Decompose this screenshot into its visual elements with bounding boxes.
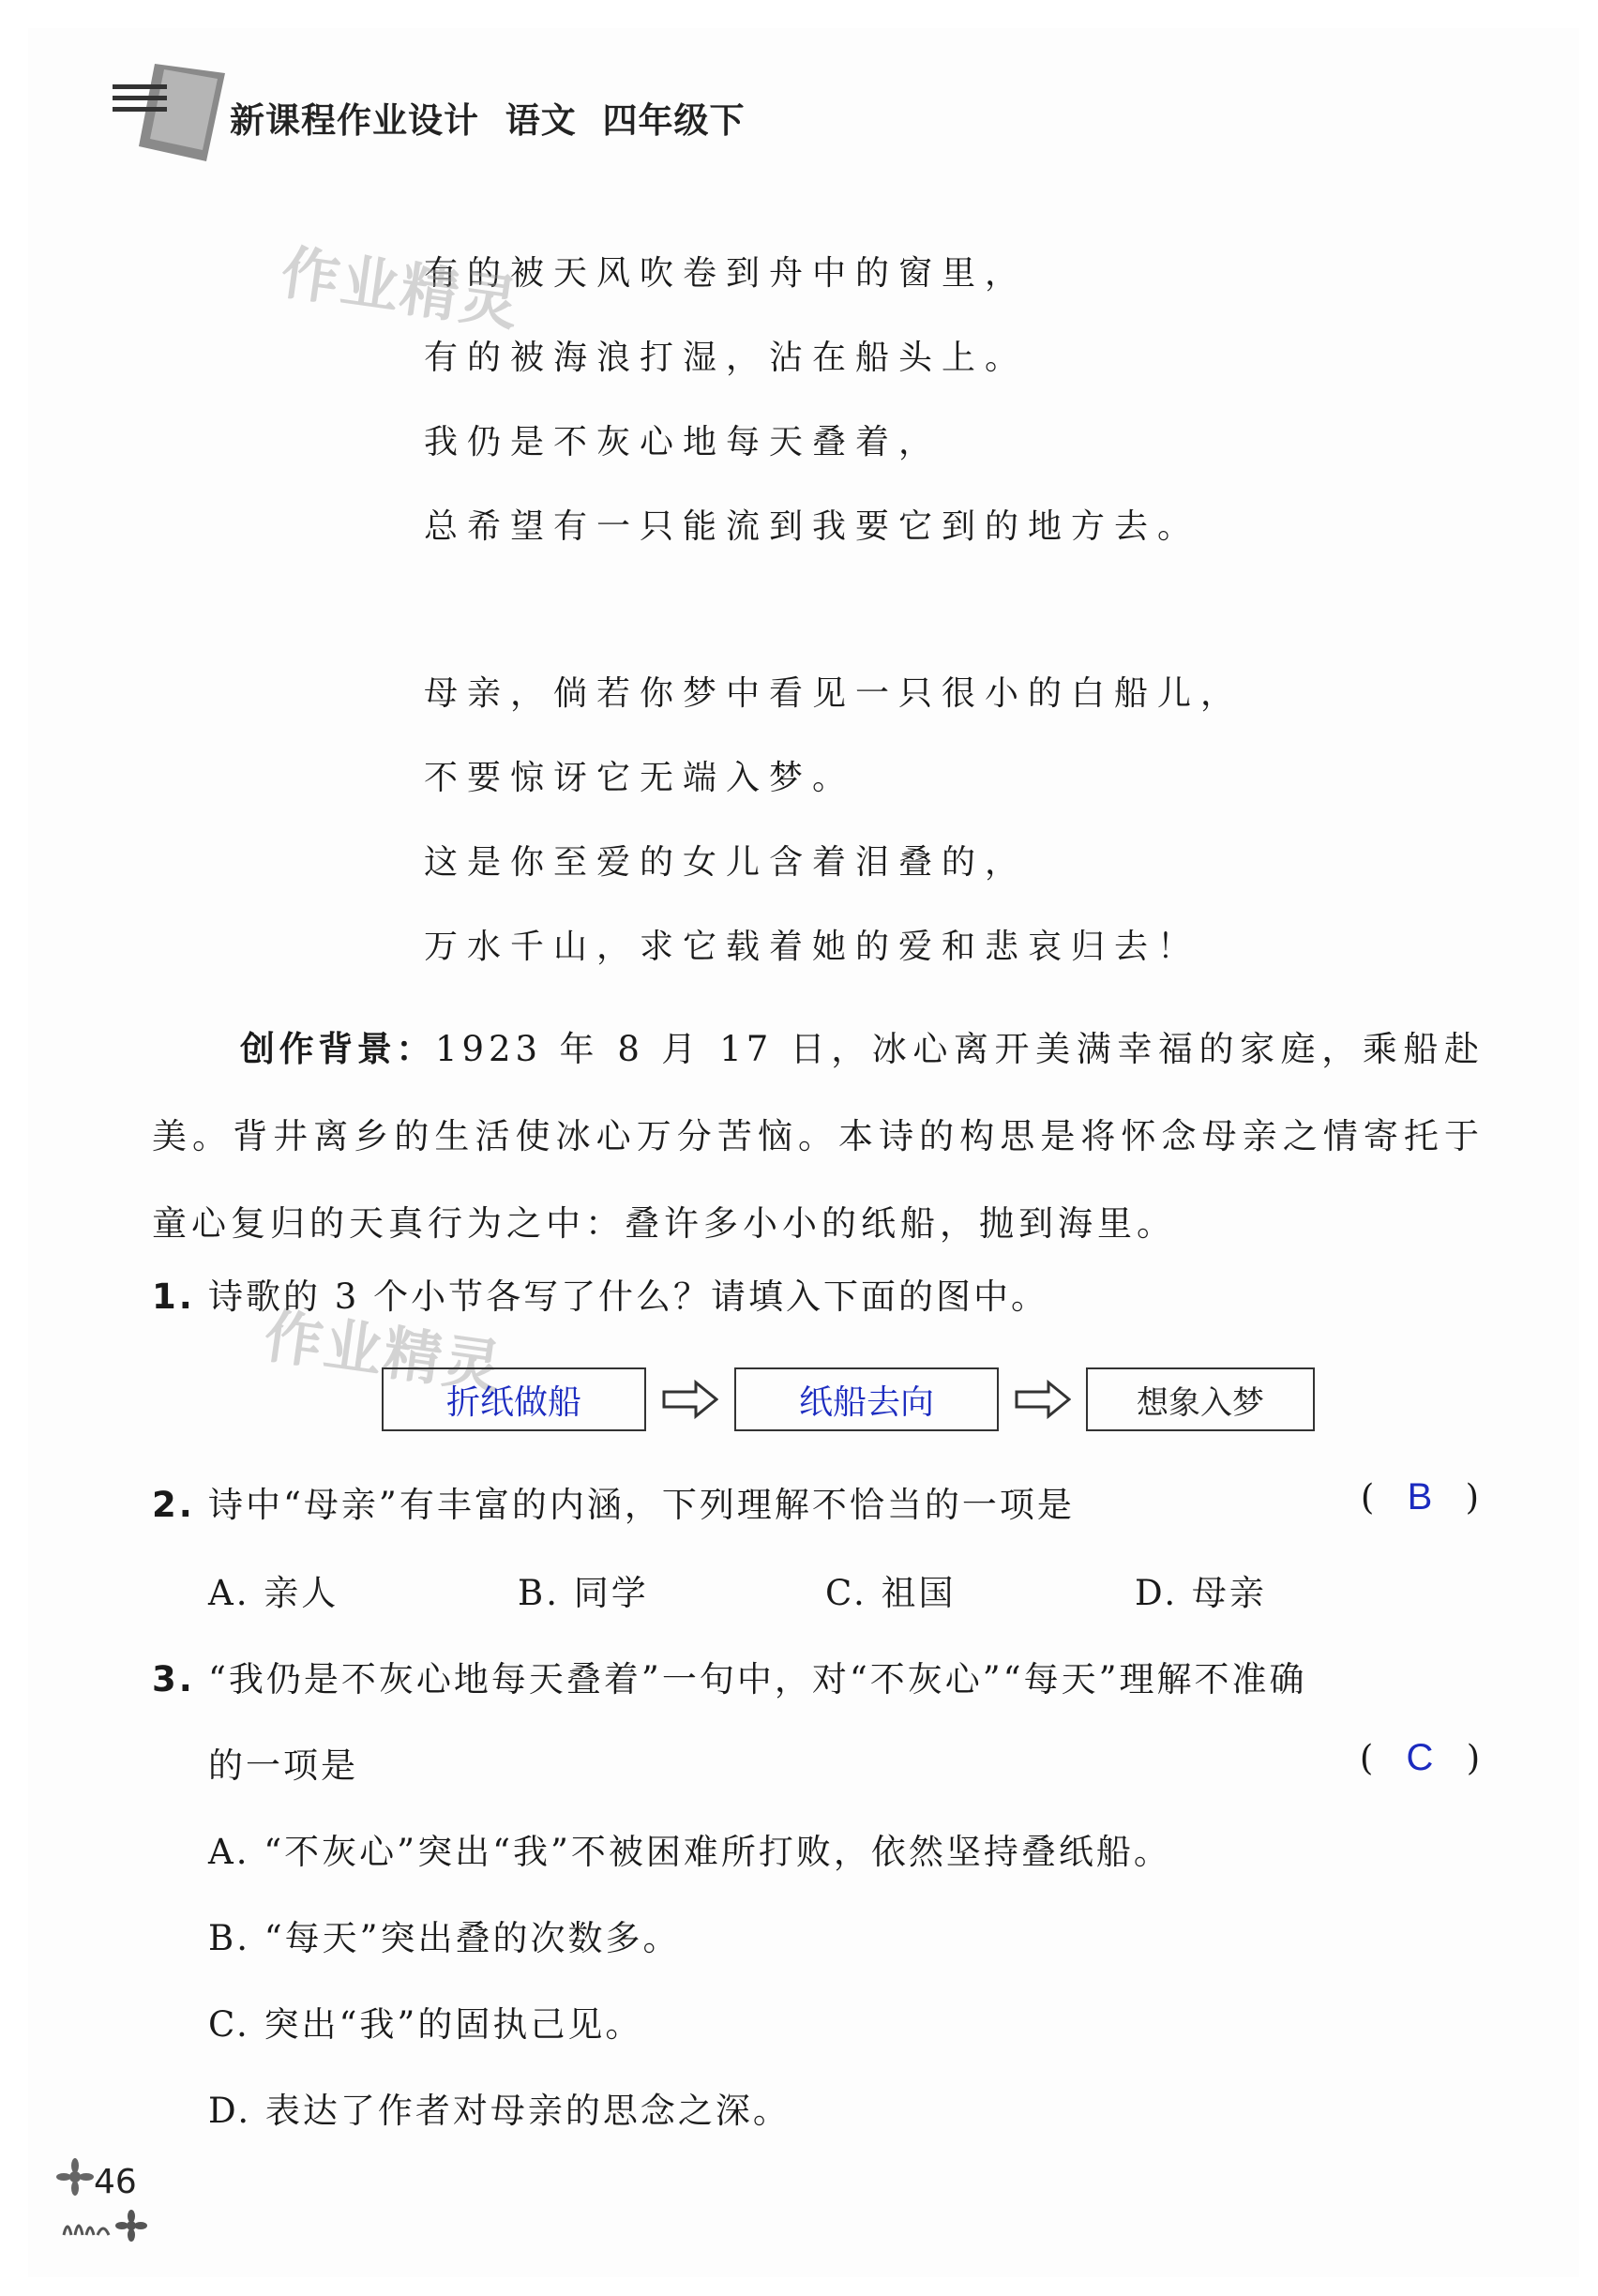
question-text: 诗中“母亲”有丰富的内涵，下列理解不恰当的一项是 — [208, 1485, 1075, 1525]
options-row — [208, 1564, 1427, 1611]
question-number: 1. — [152, 1276, 195, 1317]
question-2 — [152, 1476, 1075, 1527]
answer-bracket — [1354, 1476, 1485, 1518]
background-label: 创作背景： — [240, 1029, 435, 1069]
flow-box-stanza-1[interactable]: 折纸做船 — [382, 1367, 646, 1431]
bracket-close: ) — [1465, 1477, 1480, 1518]
poem-line: 万水千山，求它载着她的爱和悲哀归去！ — [424, 928, 1201, 966]
option-a[interactable]: A. “不灰心”突出“我”不被困难所打败，依然坚持叠纸船。 — [208, 1832, 1171, 1872]
question-text: “我仍是不灰心地每天叠着”一句中，对“不灰心”“每天”理解不准确 — [208, 1659, 1307, 1699]
arrow-right-icon — [662, 1379, 718, 1420]
question-text: 诗歌的 3 个小节各写了什么？请填入下面的图中。 — [208, 1276, 1049, 1317]
flow-box-stanza-2[interactable]: 纸船去向 — [734, 1367, 999, 1431]
bracket-close: ) — [1466, 1738, 1481, 1778]
option-b[interactable]: B. 同学 — [518, 1573, 649, 1613]
option-d[interactable]: D. 表达了作者对母亲的思念之深。 — [208, 2091, 791, 2131]
flow-box-stanza-3: 想象入梦 — [1086, 1367, 1315, 1431]
option-b[interactable]: B. “每天”突出叠的次数多。 — [208, 1918, 681, 1958]
poem-line: 总希望有一只能流到我要它到的地方去。 — [424, 507, 1201, 546]
poem-line: 这是你至爱的女儿含着泪叠的， — [424, 843, 1029, 882]
question-3 — [152, 1651, 1307, 1701]
bracket-open: ( — [1360, 1477, 1375, 1518]
stanza-gap — [424, 583, 1244, 666]
answer-bracket — [1354, 1737, 1485, 1779]
header-title: 新课程作业设计 语文 四年级下 — [230, 100, 746, 141]
question-number: 3. — [152, 1659, 195, 1699]
poem-line: 我仍是不灰心地每天叠着， — [424, 423, 942, 461]
background-text: 1923 年 8 月 17 日，冰心离开美满幸福的家庭，乘船赴美。背井离乡的生活使冰心万分苦恼。本诗的构思是将怀念母亲之情寄托于童心复归的天真行为之中：叠许多小小的纸船，抛到海里。 — [152, 1029, 1485, 1244]
option-a[interactable]: A. 亲人 — [208, 1573, 339, 1613]
question-text-continued: 的一项是 — [208, 1745, 358, 1786]
poem — [424, 246, 1244, 1004]
page-number: 46 — [94, 2163, 137, 2201]
arrow-right-icon — [1015, 1379, 1071, 1420]
watermark: 作业精灵 — [277, 237, 525, 340]
bracket-open: ( — [1359, 1738, 1374, 1778]
poem-line: 不要惊讶它无端入梦。 — [424, 759, 856, 797]
watermark: 作业精灵 — [260, 1301, 508, 1403]
poem-line: 母亲，倘若你梦中看见一只很小的白船儿， — [424, 674, 1244, 713]
option-c[interactable]: C. 祖国 — [825, 1573, 957, 1613]
question-1 — [152, 1268, 1048, 1319]
book-logo-icon — [113, 56, 234, 169]
poem-line: 有的被海浪打湿，沾在船头上。 — [424, 339, 1029, 377]
option-c[interactable]: C. 突出“我”的固执己见。 — [208, 2004, 643, 2045]
answer-letter[interactable]: B — [1407, 1476, 1433, 1518]
answer-letter[interactable]: C — [1406, 1737, 1434, 1778]
poem-line: 有的被天风吹卷到舟中的窗里， — [424, 254, 1029, 293]
option-d[interactable]: D. 母亲 — [1135, 1573, 1267, 1613]
background-paragraph — [152, 1005, 1484, 1267]
question-number: 2. — [152, 1485, 195, 1525]
